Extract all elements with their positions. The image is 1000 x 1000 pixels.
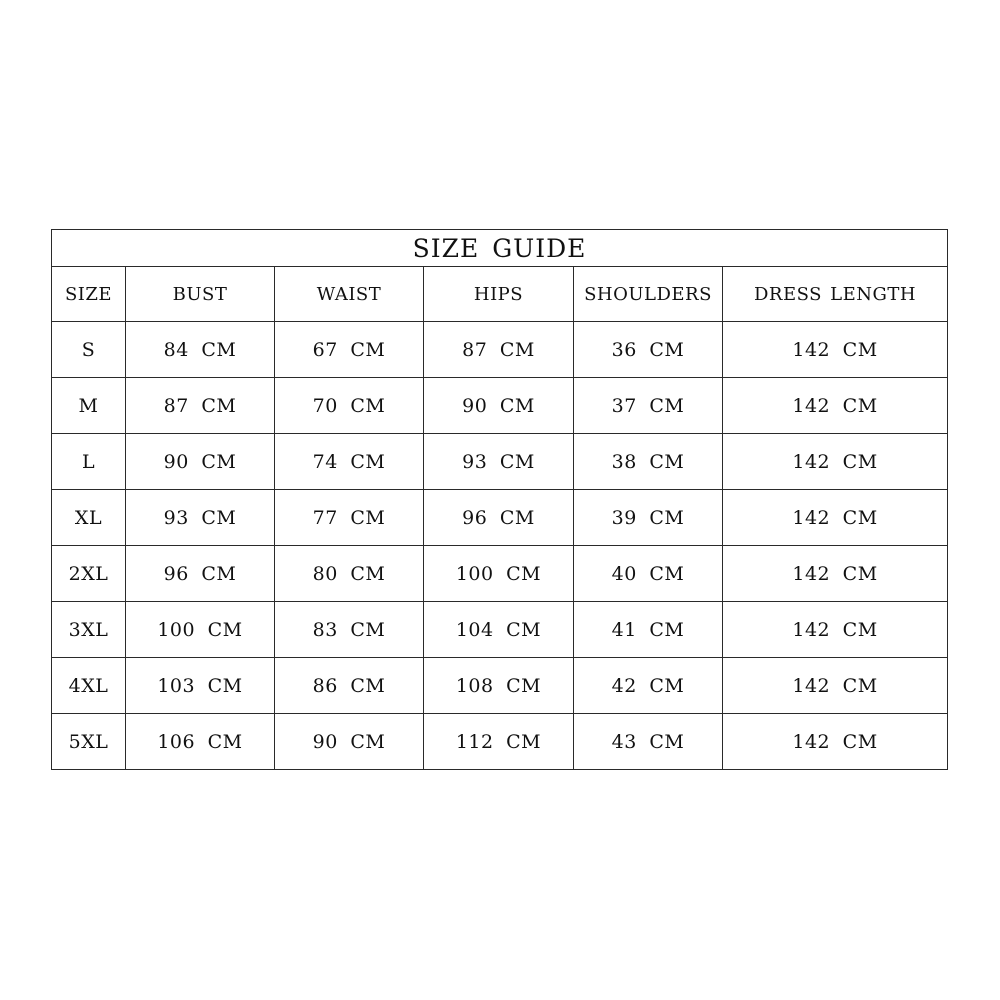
- waist-cell: 70 CM: [275, 378, 424, 434]
- size-cell: 3XL: [52, 602, 126, 658]
- shoulders-cell: 37 CM: [574, 378, 723, 434]
- hips-cell: 93 CM: [424, 434, 574, 490]
- shoulders-cell: 36 CM: [574, 322, 723, 378]
- bust-cell: 106 CM: [126, 714, 275, 770]
- shoulders-cell: 41 CM: [574, 602, 723, 658]
- header-bust: BUST: [126, 267, 275, 322]
- bust-cell: 90 CM: [126, 434, 275, 490]
- size-cell: S: [52, 322, 126, 378]
- shoulders-cell: 38 CM: [574, 434, 723, 490]
- waist-cell: 80 CM: [275, 546, 424, 602]
- bust-cell: 87 CM: [126, 378, 275, 434]
- hips-cell: 108 CM: [424, 658, 574, 714]
- size-guide-table: [51, 229, 948, 770]
- dress-length-cell: 142 CM: [723, 602, 948, 658]
- header-waist: WAIST: [275, 267, 424, 322]
- waist-cell: 83 CM: [275, 602, 424, 658]
- table-row: [52, 434, 948, 490]
- size-cell: M: [52, 378, 126, 434]
- size-cell: 4XL: [52, 658, 126, 714]
- dress-length-cell: 142 CM: [723, 490, 948, 546]
- bust-cell: 103 CM: [126, 658, 275, 714]
- header-shoulders: SHOULDERS: [574, 267, 723, 322]
- header-dress-length: DRESS LENGTH: [723, 267, 948, 322]
- hips-cell: 90 CM: [424, 378, 574, 434]
- header-row: [52, 267, 948, 322]
- table-row: [52, 602, 948, 658]
- dress-length-cell: 142 CM: [723, 378, 948, 434]
- hips-cell: 112 CM: [424, 714, 574, 770]
- waist-cell: 74 CM: [275, 434, 424, 490]
- size-cell: 2XL: [52, 546, 126, 602]
- bust-cell: 96 CM: [126, 546, 275, 602]
- hips-cell: 100 CM: [424, 546, 574, 602]
- table-title: SIZE GUIDE: [52, 230, 948, 267]
- header-size: SIZE: [52, 267, 126, 322]
- dress-length-cell: 142 CM: [723, 714, 948, 770]
- shoulders-cell: 43 CM: [574, 714, 723, 770]
- size-cell: L: [52, 434, 126, 490]
- waist-cell: 67 CM: [275, 322, 424, 378]
- dress-length-cell: 142 CM: [723, 546, 948, 602]
- table-row: [52, 378, 948, 434]
- dress-length-cell: 142 CM: [723, 434, 948, 490]
- waist-cell: 77 CM: [275, 490, 424, 546]
- table-row: [52, 714, 948, 770]
- shoulders-cell: 40 CM: [574, 546, 723, 602]
- shoulders-cell: 39 CM: [574, 490, 723, 546]
- waist-cell: 86 CM: [275, 658, 424, 714]
- dress-length-cell: 142 CM: [723, 322, 948, 378]
- table-row: [52, 490, 948, 546]
- table-row: [52, 322, 948, 378]
- hips-cell: 96 CM: [424, 490, 574, 546]
- bust-cell: 84 CM: [126, 322, 275, 378]
- bust-cell: 100 CM: [126, 602, 275, 658]
- shoulders-cell: 42 CM: [574, 658, 723, 714]
- size-cell: 5XL: [52, 714, 126, 770]
- dress-length-cell: 142 CM: [723, 658, 948, 714]
- bust-cell: 93 CM: [126, 490, 275, 546]
- table-row: [52, 546, 948, 602]
- table-row: [52, 658, 948, 714]
- waist-cell: 90 CM: [275, 714, 424, 770]
- header-hips: HIPS: [424, 267, 574, 322]
- size-cell: XL: [52, 490, 126, 546]
- hips-cell: 104 CM: [424, 602, 574, 658]
- hips-cell: 87 CM: [424, 322, 574, 378]
